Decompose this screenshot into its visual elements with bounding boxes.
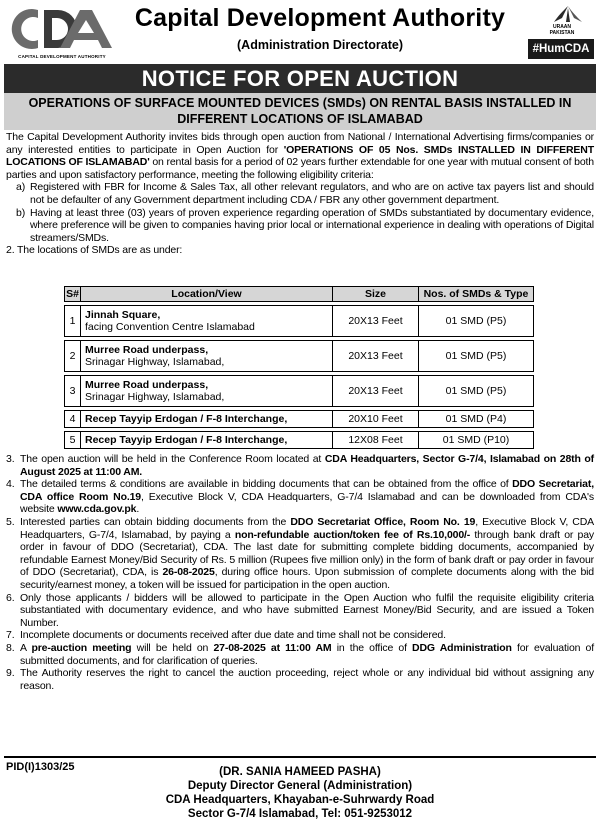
point-number: 9. [6,667,15,680]
table-row [65,306,534,337]
cell-size: 12X08 Feet [333,432,419,449]
cell-location [81,376,333,407]
p8-f: DDG Administration [412,641,512,654]
location-name: Murree Road underpass, [85,379,209,391]
address-line2: Sector G-7/4 Islamabad, Tel: 051-9253012 [187,808,413,820]
point-text [20,453,594,478]
p4-c: , Executive Block V, CDA Headquarters, G-7/4 Islamabad and can be downloaded from CDA's website [20,490,594,516]
point-number: 8. [6,641,15,654]
intro-end: on rental basis for a period of 02 years further extendable for one year with mutual consent of both parties and upon satisfactory performance, meeting the following eligibility criteria: [6,156,594,181]
cell-nos: 01 SMD (P5) [419,376,534,407]
location-detail: Srinagar Highway, Islamabad, [85,356,225,368]
subtitle-line2: DIFFERENT LOCATIONS OF ISLAMABAD [177,112,423,126]
p5-c: , Executive Block V, CDA Headquarters, G-7/4, Islamabad, by paying a [20,515,595,541]
table-row [65,341,534,372]
p8-d: 27-08-2025 at 11:00 AM [213,641,332,654]
location-name: Recep Tayyip Erdogan / F-8 Interchange, [85,413,288,425]
table-row [65,432,534,449]
criteria-b-text: Having at least three (03) years of proven experience regarding operation of SMDs substantiated by documentary evidence, where preference will be given to companies having prior local or international experience in dealing with operations of Digital streamers/SMDs. [30,206,594,244]
pid-number: PID(I)1303/25 [6,761,75,773]
point-number: 3. [6,453,15,465]
item-2: 2. The locations of SMDs are as under: [6,244,183,257]
notice-title: NOTICE FOR OPEN AUCTION [4,64,596,93]
directorate-subtitle: (Administration Directorate) [237,38,403,52]
point-7 [6,629,594,642]
criteria-b-label: b) [16,206,26,219]
logo-caption: CAPITAL DEVELOPMENT AUTHORITY [18,54,106,59]
cell-nos: 01 SMD (P5) [419,341,534,372]
notice-subtitle [4,93,596,130]
website-link[interactable]: www.cda.gov.pk [57,503,137,516]
table-header-row [65,287,534,302]
cda-logo [6,4,118,62]
intro-text: The Capital Development Authority invites bids through open auction from National / International Advertising firms/companies or any interested entities to participate in Open Auction for [6,131,594,156]
authority-title: Capital Development Authority [134,4,506,32]
cell-location [81,341,333,372]
hashtag-badge: #HumCDA [528,39,594,59]
point-6 [6,592,594,630]
cell-location [81,306,333,337]
point-number: 4. [6,478,15,491]
p5-e: through bank draft or pay order in favour of DDO (Secretariat), CDA. The last date for submitting complete bidding documents, accompanied by refundable Earnest Money/Bid Security of Rs. 5 million (Rupees five million only) in the form of bank draft or pay order in favour of DDO (Secretariat), CDA, is [20,528,594,579]
cell-sn: 3 [65,376,81,407]
cell-nos: 01 SMD (P10) [419,432,534,449]
p5-a: Interested parties can obtain bidding documents from the [20,515,291,528]
col-location: Location/View [81,287,333,302]
criteria-a-label: a) [16,181,26,194]
p8-e: in the office of [331,641,413,654]
criteria-a [6,181,594,206]
p8-a: A [20,641,32,654]
col-nos: Nos. of SMDs & Type [419,287,534,302]
p3-b: CDA Headquarters, Sector G-7/4, Islamabad on 28th of August 2025 at 11:00 AM. [20,453,594,478]
points-section [6,453,594,692]
location-name: Jinnah Square, [85,309,161,321]
p4-e: . [136,503,140,516]
smd-locations-table [64,286,534,449]
intro-section [6,131,594,257]
p8-g: for evaluation of submitted documents, and for clarification of queries. [20,641,594,667]
cell-nos: 01 SMD (P4) [419,411,534,428]
point-text [20,642,594,667]
p4-b: DDO Secretariat, CDA office Room No.19 [20,478,594,503]
point-number: 6. [6,591,15,604]
point-9 [6,667,594,692]
footer-divider [4,756,596,758]
cell-size: 20X13 Feet [333,341,419,372]
p5-d: non-refundable auction/token fee of Rs.10,000/- [234,528,471,541]
p4-a: The detailed terms & conditions are available in bidding documents that can be obtained from the office of [20,478,513,491]
p8-b: pre-auction meeting [31,641,132,654]
point-number: 7. [6,629,15,642]
uraan-line2: PAKISTAN [549,30,575,36]
cell-size: 20X13 Feet [333,376,419,407]
intro-paragraph [6,131,594,181]
uraan-line1: URAAN [552,24,572,30]
point-5 [6,516,594,592]
cell-size: 20X10 Feet [333,411,419,428]
point-4 [6,478,594,516]
col-sn: S# [66,288,79,300]
col-size: Size [333,287,419,302]
point-text [20,478,594,516]
cell-sn: 4 [65,411,81,428]
cell-sn: 2 [65,341,81,372]
p5-b: DDO Secretariat Office, Room No. 19 [290,515,476,528]
p5-f: 26-08-2025 [162,566,215,579]
cell-location [81,411,333,428]
subtitle-line1: OPERATIONS OF SURFACE MOUNTED DEVICES (SMDs) ON RENTAL BASIS INSTALLED IN [28,96,572,110]
signatory-name: (DR. SANIA HAMEED PASHA) [219,766,381,778]
cell-size: 20X13 Feet [333,306,419,337]
uraan-pakistan-logo-icon [544,4,592,42]
point-text: The Authority reserves the right to cancel the auction proceeding, reject whole or any individual bid without assigning any reason. [20,667,594,692]
point-text [20,516,594,592]
signatory-designation: Deputy Director General (Administration) [187,780,413,792]
cda-logo-icon [6,4,118,54]
cell-sn: 1 [65,306,81,337]
uraan-caption [532,24,592,36]
address-line1: CDA Headquarters, Khayaban-e-Suhrwardy Road [165,794,435,806]
point-text: Only those applicants / bidders will be allowed to participate in the Open Auction who fulfil the requisite eligibility criteria substantiated with documentary evidence, and who have submitted Earnest Money/Bid Security, and are issued a Token Number. [20,591,594,629]
location-detail: facing Convention Centre Islamabad [85,321,255,333]
cell-location [81,432,333,449]
point-number: 5. [6,515,15,528]
point-text: Incomplete documents or documents received after due date and time shall not be considered. [20,629,446,642]
cell-sn: 5 [65,432,81,449]
cell-nos: 01 SMD (P5) [419,306,534,337]
table-row [65,411,534,428]
p3-a: The open auction will be held in the Conference Room located at [20,453,325,465]
location-name: Recep Tayyip Erdogan / F-8 Interchange, [85,434,288,446]
criteria-b [6,207,594,245]
point-8 [6,642,594,667]
location-name: Murree Road underpass, [85,344,209,356]
intro-bold: 'OPERATIONS OF 05 Nos. SMDs INSTALLED IN DIFFERENT LOCATIONS OF ISLAMABAD' [6,143,594,169]
location-detail: Srinagar Highway, Islamabad, [85,391,225,403]
table-row [65,376,534,407]
p5-g: , during office hours. Upon submission of complete documents along with the bid security/earnest money, a token will be issued for participation in the open auction. [20,566,595,591]
criteria-a-text: Registered with FBR for Income & Sales Tax, all other relevant regulators, and who are on active tax payers list and should not be defaulter of any Government department including CDA / FBR any other government department. [30,181,594,206]
p8-c: will be held on [131,641,214,654]
point-3 [6,453,594,478]
